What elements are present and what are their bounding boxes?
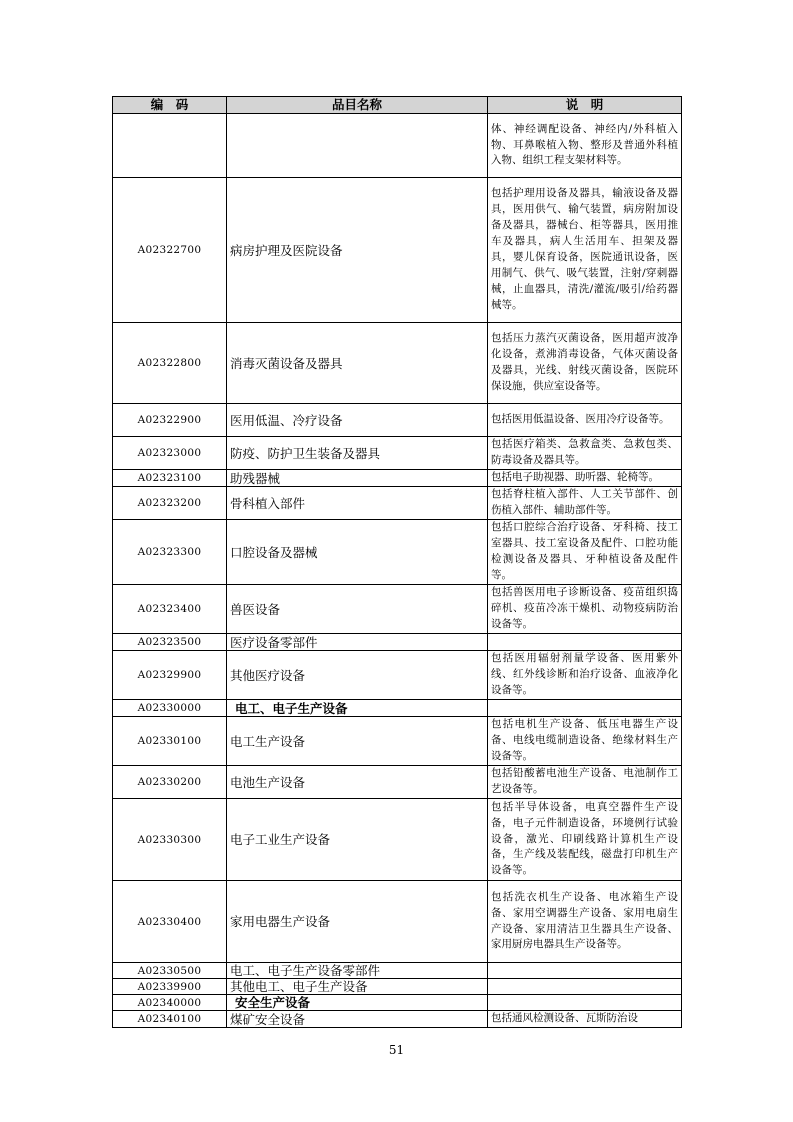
item-name: 其他电工、电子生产设备 xyxy=(227,979,488,995)
item-name: 消毒灭菌设备及器具 xyxy=(227,323,488,404)
item-name: 家用电器生产设备 xyxy=(227,881,488,963)
item-name: 电工、电子生产设备 xyxy=(227,700,488,717)
item-description xyxy=(488,963,682,979)
table-row xyxy=(113,651,682,700)
item-name: 其他医疗设备 xyxy=(227,651,488,700)
item-description: 包括洗衣机生产设备、电冰箱生产设备、家用空调器生产设备、家用电扇生产设备、家用清洁卫生器具生产设备、家用厨房电器具生产设备等。 xyxy=(488,881,682,963)
table-row xyxy=(113,323,682,404)
item-code: A02323200 xyxy=(113,487,227,520)
item-name: 电工、电子生产设备零部件 xyxy=(227,963,488,979)
header-name: 品目名称 xyxy=(227,97,488,114)
item-code: A02323000 xyxy=(113,437,227,470)
item-name: 安全生产设备 xyxy=(227,995,488,1011)
item-description: 包括医用辐射剂量学设备、医用紫外线、红外线诊断和治疗设备、血液净化设备等。 xyxy=(488,651,682,700)
item-code: A02330300 xyxy=(113,799,227,881)
item-name: 煤矿安全设备 xyxy=(227,1011,488,1028)
header-code: 编 码 xyxy=(113,97,227,114)
item-description xyxy=(488,979,682,995)
header-desc: 说 明 xyxy=(488,97,682,114)
item-name: 医用低温、冷疗设备 xyxy=(227,404,488,437)
item-name: 电工生产设备 xyxy=(227,717,488,766)
item-name: 兽医设备 xyxy=(227,585,488,634)
item-name xyxy=(227,114,488,178)
table-row xyxy=(113,995,682,1011)
item-description: 包括口腔综合治疗设备、牙科椅、技工室器具、技工室设备及配件、口腔功能检测设备及器具、牙种植设备及配件等。 xyxy=(488,520,682,585)
item-description: 包括电子助视器、助听器、轮椅等。 xyxy=(488,470,682,487)
table-row xyxy=(113,114,682,178)
item-description: 包括医疗箱类、急救盒类、急救包类、防毒设备及器具等。 xyxy=(488,437,682,470)
item-code: A02330200 xyxy=(113,766,227,799)
item-description xyxy=(488,995,682,1011)
item-code: A02323500 xyxy=(113,634,227,651)
item-code: A02322700 xyxy=(113,178,227,323)
item-code: A02340100 xyxy=(113,1011,227,1028)
item-description: 包括压力蒸汽灭菌设备，医用超声波净化设备，煮沸消毒设备，气体灭菌设备及器具，光线、射线灭菌设备，医院环保设施，供应室设备等。 xyxy=(488,323,682,404)
item-code: A02339900 xyxy=(113,979,227,995)
item-code: A02322900 xyxy=(113,404,227,437)
item-code: A02329900 xyxy=(113,651,227,700)
item-name: 口腔设备及器械 xyxy=(227,520,488,585)
table-row xyxy=(113,585,682,634)
item-name: 助残器械 xyxy=(227,470,488,487)
item-code: A02340000 xyxy=(113,995,227,1011)
item-code: A02330500 xyxy=(113,963,227,979)
item-description: 包括电机生产设备、低压电器生产设备、电线电缆制造设备、绝缘材料生产设备等。 xyxy=(488,717,682,766)
item-description: 包括铅酸蓄电池生产设备、电池制作工艺设备等。 xyxy=(488,766,682,799)
table-row xyxy=(113,881,682,963)
item-description: 包括脊柱植入部件、人工关节部件、创伤植入部件、辅助部件等。 xyxy=(488,487,682,520)
table-row xyxy=(113,766,682,799)
item-name: 医疗设备零部件 xyxy=(227,634,488,651)
item-code: A02323100 xyxy=(113,470,227,487)
table-row xyxy=(113,404,682,437)
item-code: A02330100 xyxy=(113,717,227,766)
table-row xyxy=(113,634,682,651)
table-body xyxy=(113,114,682,1028)
table-header-row xyxy=(113,97,682,114)
item-description: 包括半导体设备，电真空器件生产设备，电子元件制造设备，环境例行试验设备，激光、印刷线路计算机生产设备，生产线及装配线，磁盘打印机生产设备等。 xyxy=(488,799,682,881)
item-description: 包括通风检测设备、瓦斯防治设 xyxy=(488,1011,682,1028)
item-name: 骨科植入部件 xyxy=(227,487,488,520)
table-row xyxy=(113,178,682,323)
item-description: 包括护理用设备及器具，输液设备及器具，医用供气、输气装置，病房附加设备及器具，器械台、柜等器具，医用推车及器具，病人生活用车、担架及器具，婴儿保育设备，医院通讯设备，医用制气、供气、吸气装置，注射/穿刺器械，止血器具，清洗/灌流/吸引/给药器械等。 xyxy=(488,178,682,323)
table-row xyxy=(113,470,682,487)
table-row xyxy=(113,963,682,979)
page-number: 51 xyxy=(388,1043,405,1057)
item-description: 体、神经调配设备、神经内/外科植入物、耳鼻喉植入物、整形及普通外科植入物、组织工程支架材料等。 xyxy=(488,114,682,178)
item-code xyxy=(113,114,227,178)
table-row xyxy=(113,1011,682,1028)
item-code: A02323400 xyxy=(113,585,227,634)
item-code: A02323300 xyxy=(113,520,227,585)
item-description: 包括兽医用电子诊断设备、疫苗组织捣碎机、疫苗冷冻干燥机、动物疫病防治设备等。 xyxy=(488,585,682,634)
table-row xyxy=(113,700,682,717)
item-description xyxy=(488,634,682,651)
table-row xyxy=(113,437,682,470)
table-row xyxy=(113,799,682,881)
item-code: A02330000 xyxy=(113,700,227,717)
table-row xyxy=(113,717,682,766)
item-name: 电子工业生产设备 xyxy=(227,799,488,881)
item-name: 防疫、防护卫生装备及器具 xyxy=(227,437,488,470)
catalog-table xyxy=(112,96,682,1028)
item-description xyxy=(488,700,682,717)
item-description: 包括医用低温设备、医用冷疗设备等。 xyxy=(488,404,682,437)
item-name: 病房护理及医院设备 xyxy=(227,178,488,323)
table-row xyxy=(113,979,682,995)
item-code: A02322800 xyxy=(113,323,227,404)
table-row xyxy=(113,487,682,520)
item-name: 电池生产设备 xyxy=(227,766,488,799)
item-code: A02330400 xyxy=(113,881,227,963)
table-row xyxy=(113,520,682,585)
